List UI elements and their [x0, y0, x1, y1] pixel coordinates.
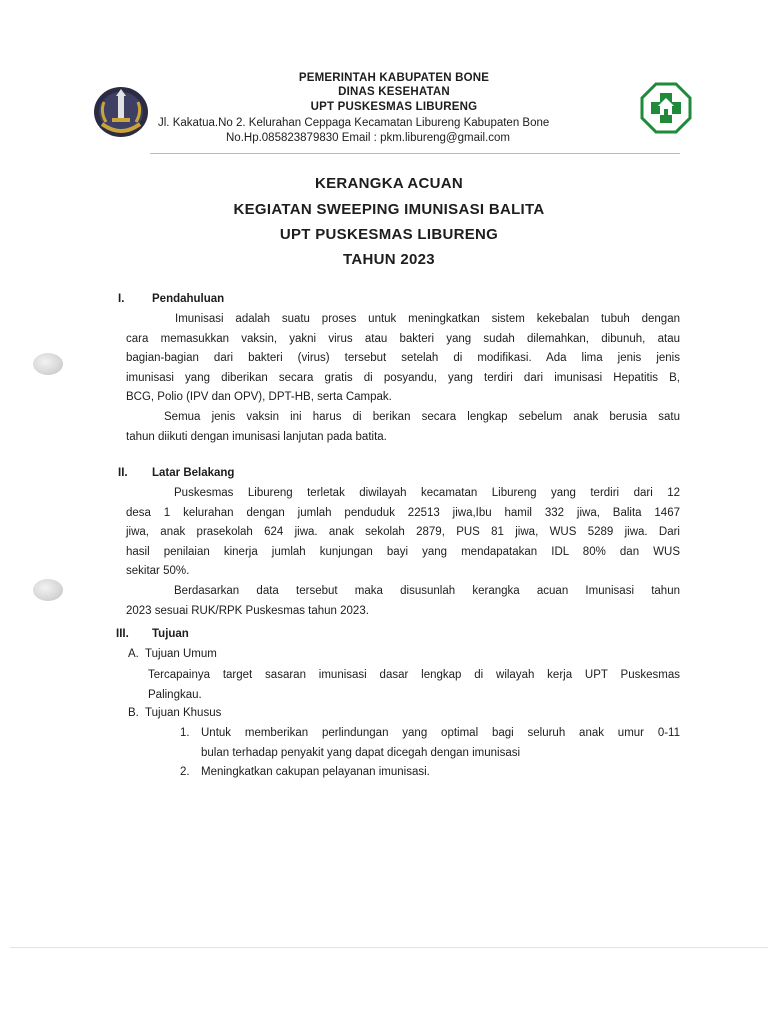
section-1-number: I. — [118, 293, 125, 305]
letterhead-divider — [150, 153, 680, 154]
objective-b-item-1 — [201, 724, 680, 763]
section-2-paragraph-2 — [126, 582, 680, 621]
section-2-title: Latar Belakang — [152, 467, 235, 479]
document-subtitle-unit: UPT PUSKESMAS LIBURENG — [279, 226, 499, 243]
scan-edge-line — [10, 947, 768, 948]
text-line: Tercapainya target sasaran imunisasi dasar lengkap di wilayah kerja UPT Puskesmas — [148, 669, 680, 681]
document-subtitle-activity: KEGIATAN SWEEPING IMUNISASI BALITA — [233, 201, 545, 218]
text-line: bagian-bagian dari bakteri (virus) tersebut setelah di modifikasi. Ada lima jenis jenis — [126, 352, 680, 364]
text-line: Puskesmas Libureng terletak diwilayah kecamatan Libureng yang terdiri dari 12 — [174, 487, 680, 499]
letterhead-address: Jl. Kakatua.No 2. Kelurahan Ceppaga Kecamatan Libureng Kabupaten Bone — [158, 117, 550, 129]
text-line: Untuk memberikan perlindungan yang optimal bagi seluruh anak umur 0-11 — [201, 727, 680, 739]
text-line: jiwa, anak prasekolah 624 jiwa. anak sekolah 2879, PUS 81 jiwa, WUS 5289 jiwa. Dari — [126, 526, 680, 538]
text-line: bulan terhadap penyakit yang dapat dicegah dengan imunisasi — [201, 746, 521, 759]
text-line: hasil penilaian kinerja jumlah kunjungan bayi yang mendapatakan IDL 80% dan WUS — [126, 545, 680, 558]
section-1-paragraph-2 — [126, 408, 680, 447]
document-title: KERANGKA ACUAN — [314, 175, 464, 192]
text-line: imunisasi yang diberikan secara gratis di posyandu, yang terdiri dari imunisasi Hepatitis B, — [126, 371, 680, 384]
document-subtitle-year: TAHUN 2023 — [343, 251, 435, 268]
text-line: cara memasukkan vaksin, yakni virus atau bakteri yang sudah dilemahkan, dibunuh, atau — [126, 332, 680, 345]
objective-b-item-1-number: 1. — [180, 727, 190, 739]
text-line: Meningkatkan cakupan pelayanan imunisasi. — [201, 766, 430, 778]
text-line: 2023 sesuai RUK/RPK Puskesmas tahun 2023. — [126, 604, 369, 617]
objective-a-label: A. Tujuan Umum — [128, 648, 217, 660]
objective-a-text — [148, 666, 680, 705]
letterhead-unit: UPT PUSKESMAS LIBURENG — [310, 101, 478, 113]
objective-b-label: B. Tujuan Khusus — [128, 707, 222, 719]
letterhead-government: PEMERINTAH KABUPATEN BONE — [298, 72, 490, 84]
section-2-number: II. — [118, 467, 128, 479]
text-line: desa 1 kelurahan dengan jumlah penduduk 22513 jiwa,Ibu hamil 332 jiwa, Balita 1467 — [126, 506, 680, 519]
text-line: Imunisasi adalah suatu proses untuk meningkatkan sistem kekebalan tubuh dengan — [175, 313, 680, 325]
section-1-title: Pendahuluan — [152, 293, 225, 305]
objective-b-item-2-number: 2. — [180, 766, 190, 778]
punch-hole-upper — [33, 353, 63, 375]
objective-b-item-2 — [201, 763, 680, 783]
punch-hole-lower — [33, 579, 63, 601]
text-line: Palingkau. — [148, 688, 202, 701]
section-2-paragraph-1 — [126, 484, 680, 582]
text-line: Berdasarkan data tersebut maka disusunlah kerangka acuan Imunisasi tahun — [174, 585, 680, 597]
text-line: BCG, Polio (IPV dan OPV), DPT-HB, serta Campak. — [126, 391, 392, 403]
letterhead-contact: No.Hp.085823879830 Email : pkm.libureng@gmail.com — [226, 132, 510, 144]
text-line: sekitar 50%. — [126, 565, 190, 577]
section-3-number: III. — [116, 628, 129, 640]
section-1-paragraph-1 — [126, 310, 680, 408]
text-line: Semua jenis vaksin ini harus di berikan secara lengkap sebelum anak berusia satu — [164, 411, 680, 423]
letterhead-department: DINAS KESEHATAN — [338, 86, 450, 98]
section-3-title: Tujuan — [152, 628, 189, 640]
text-line: tahun diikuti dengan imunisasi lanjutan pada batita. — [126, 430, 387, 443]
